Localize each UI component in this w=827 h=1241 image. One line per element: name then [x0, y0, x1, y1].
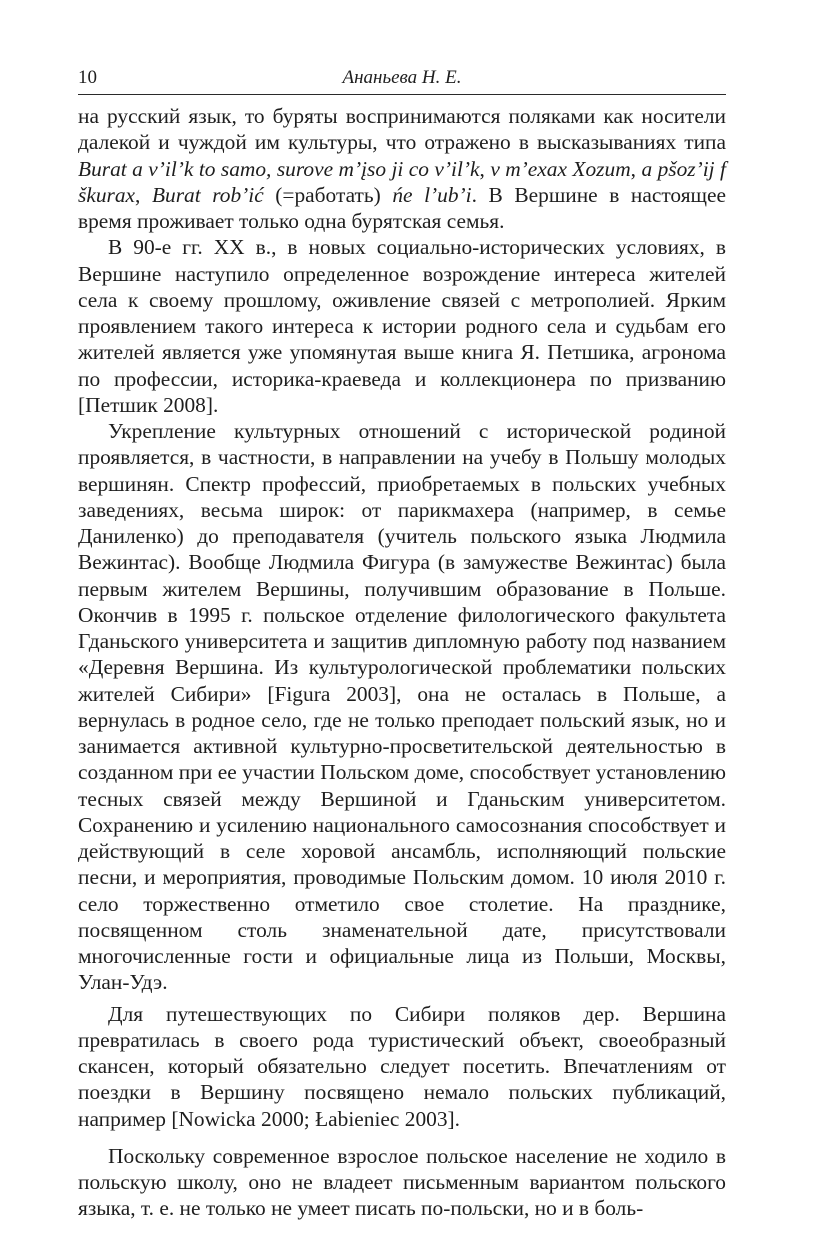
italic-example: a pšoz’ij f škurax: [78, 156, 726, 207]
paragraph-4: [78, 1001, 726, 1132]
text-run: ,: [135, 182, 152, 207]
paragraph-3: [78, 418, 726, 996]
italic-example: Burat a v’il’k to samo, surove m’įso ji co v’il’k: [78, 156, 480, 181]
italic-example: v m’exax Xozит: [490, 156, 631, 181]
italic-example: ńe l’ub’i: [392, 182, 472, 207]
text-run: на русский язык, то буряты воспринимаются поляками как носители далекой и чуждой им культуры, что отражено в высказываниях типа: [78, 104, 726, 155]
running-header: [78, 62, 726, 95]
text-run: ,: [630, 156, 642, 181]
text-run: Поскольку современное взрослое польское население не ходило в польскую школу, оно не владеет письменным вариантом польского языка, т. е. не только не умеет писать по-польски, но и в боль-: [78, 1143, 726, 1221]
text-run: ,: [479, 156, 491, 181]
text-run: В 90-е гг. XX в., в новых социально-исторических условиях, в Вершине наступило определенное возрождение интереса жителей села к своему прошлому, оживление связей с метрополией. Ярким проявлением такого интереса к истории родного села и судьбам его жителей является уже упомянутая выше книга Я. Петшика, агронома по профессии, историка-краеведа и коллекционера по призванию [Петшик 2008].: [78, 235, 726, 417]
text-run: Для путешествующих по Сибири поляков дер. Вершина превратилась в своего рода туристический объект, своеобразный скансен, который обязательно следует посетить. Впечатлениям от поездки в Вершину посвящено немало польских публикаций, например [Nowicka 2000; Łabieniec 2003].: [78, 1001, 726, 1131]
paragraph-5: [78, 1143, 726, 1222]
text-run: . В Вершине в настоящее время проживает только одна бурятская семья.: [78, 182, 726, 233]
page-number: 10: [78, 67, 97, 88]
text-run: Укрепление культурных отношений с исторической родиной проявляется, в частности, в направлении на учебу в Польшу молодых вершинян. Спектр профессий, приобретаемых в польских учебных заведениях, весьма широк: от парикмахера (например, в семье Даниленко) до преподавателя (учитель польского языка Людмила Вежинтас). Вообще Людмила Фигура (в замужестве Вежинтас) была первым жителем Вершины, получившим образование в Польше. Окончив в 1995 г. польское отделение филологического факультета Гданьского университета и защитив дипломную работу под названием «Деревня Вершина. Из культурологической проблематики польских жителей Сибири» [Figura 2003], она не осталась в Польше, а вернулась в родное село, где не только преподает польский язык, но и занимается активной культурно-просветительской деятельностью в созданном при ее участии Польском доме, способствует установлению тесных связей между Вершиной и Гданьским университетом. Сохранению и усилению национального самосознания способствует и действующий в селе хоровой ансамбль, исполняющий польские песни, и мероприятия, проводимые Польским домом. 10 июля 2010 г. село торжественно отметило свое столетие. На празднике, посвященном столь знаменательной дате, присутствовали многочисленные гости и официальные лица из Польши, Москвы, Улан-Удэ.: [78, 419, 726, 995]
paragraph-2: [78, 234, 726, 418]
body-text: [78, 103, 726, 1222]
text-run: (=работать): [263, 182, 393, 207]
italic-example: Burat rob’ić: [151, 182, 264, 207]
paragraph-1: [78, 103, 726, 234]
running-title: Ананьева Н. Е.: [342, 67, 462, 88]
book-page: [78, 62, 726, 1222]
